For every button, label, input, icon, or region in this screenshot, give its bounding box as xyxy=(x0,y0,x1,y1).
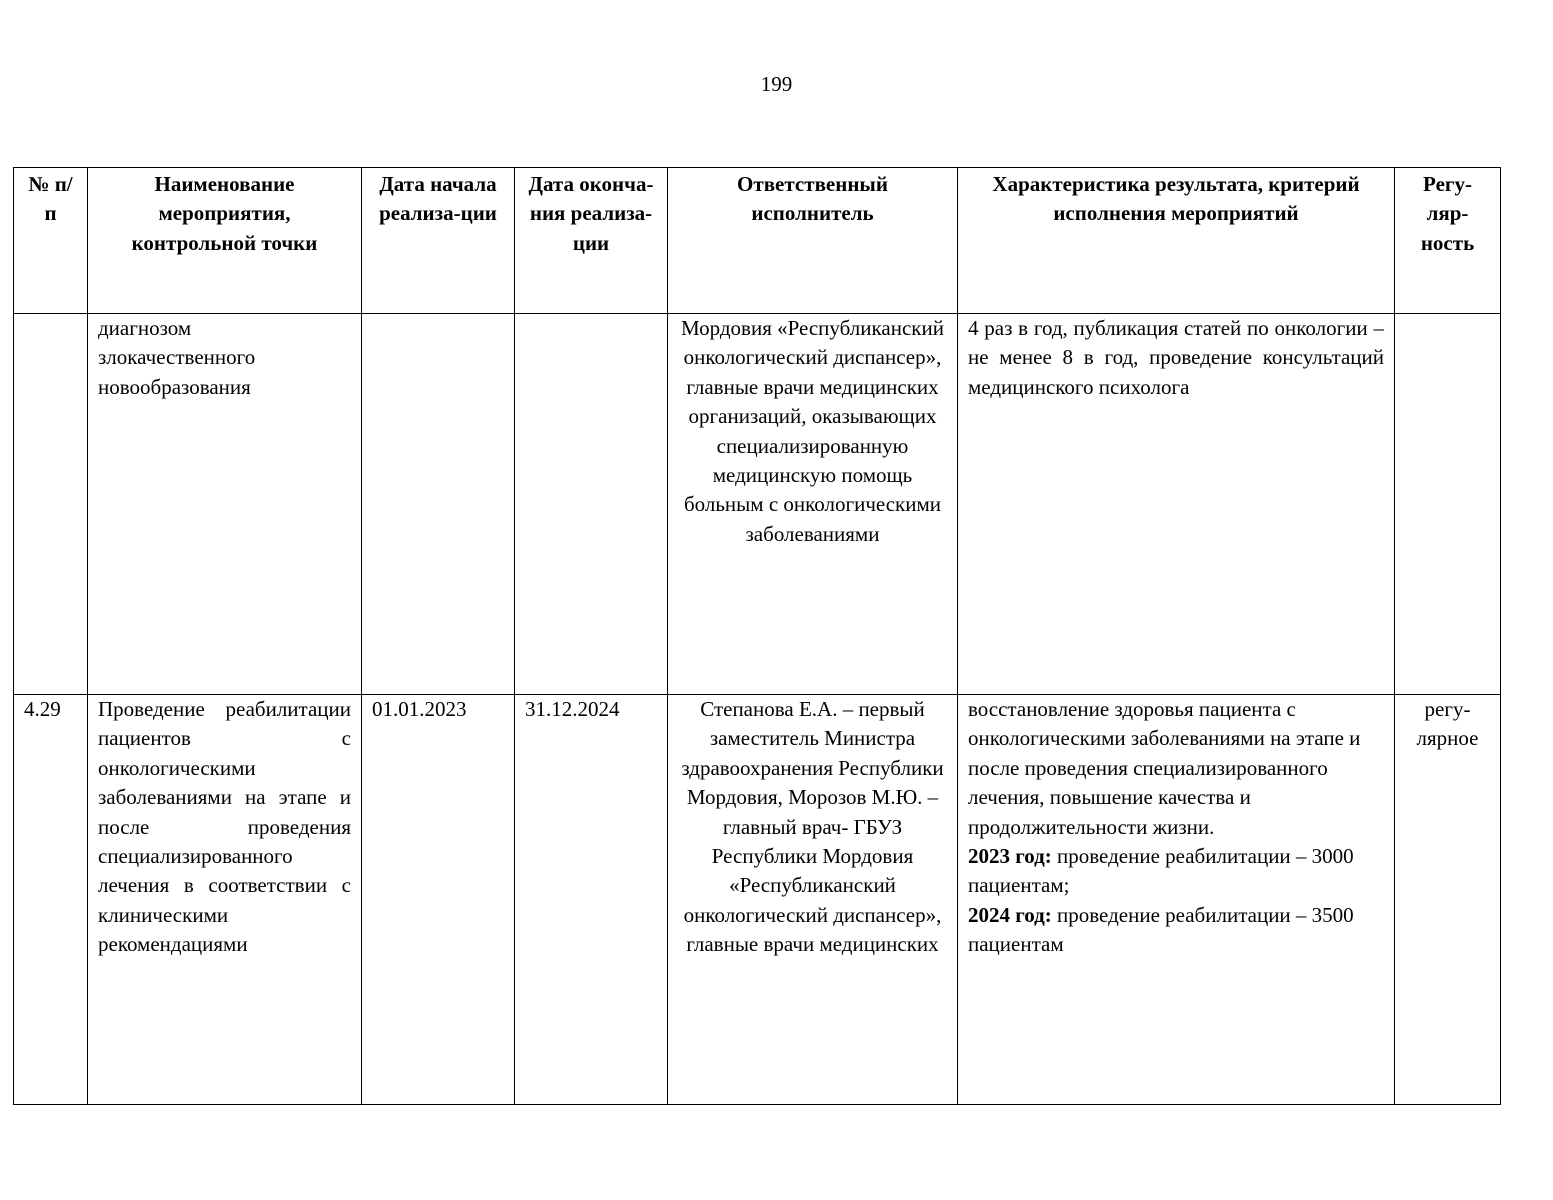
table-row xyxy=(14,695,1501,1105)
table-row xyxy=(14,314,1501,695)
result-2024-label: 2024 год: xyxy=(968,902,1052,927)
row-result: 4 раз в год, публикация статей по онкологии – не менее 8 в год, проведение консультаций медицинского психолога xyxy=(958,314,1395,695)
row-regularity: регу-лярное xyxy=(1395,695,1501,1105)
row-responsible: Мордовия «Республиканский онкологический диспансер», главные врачи медицинских организаций, оказывающих специализированную медицинскую помощь больным с онкологическими заболеваниями xyxy=(668,314,958,695)
result-2024-text: проведение реабилитации – 3500 пациентам xyxy=(968,902,1354,957)
row-num: 4.29 xyxy=(14,695,88,1105)
page-number: 199 xyxy=(760,72,793,96)
header-name: Наименование мероприятия, контрольной точки xyxy=(88,168,362,314)
header-regularity: Регу-ляр-ность xyxy=(1395,168,1501,314)
result-2023-text: проведение реабилитации – 3000 пациентам; xyxy=(968,844,1354,898)
row-num xyxy=(14,314,88,695)
row-name: диагнозом злокачественного новообразования xyxy=(88,314,362,695)
result-2024 xyxy=(968,901,1384,960)
header-num: № п/п xyxy=(14,168,88,314)
row-end-date: 31.12.2024 xyxy=(515,695,668,1105)
header-end-date: Дата оконча-ния реализа-ции xyxy=(515,168,668,314)
header-result: Характеристика результата, критерий исполнения мероприятий xyxy=(958,168,1395,314)
row-result xyxy=(958,695,1395,1105)
header-start-date: Дата начала реализа-ции xyxy=(362,168,515,314)
row-start-date: 01.01.2023 xyxy=(362,695,515,1105)
row-start-date xyxy=(362,314,515,695)
result-2023 xyxy=(968,842,1384,901)
header-responsible: Ответственный исполнитель xyxy=(668,168,958,314)
result-2023-label: 2023 год: xyxy=(968,844,1052,869)
measures-table xyxy=(13,167,1501,1105)
table-header-row xyxy=(14,168,1501,314)
row-name: Проведение реабилитации пациентов с онкологическими заболеваниями на этапе и после проведения специализированного лечения в соответствии с клиническими рекомендациями xyxy=(88,695,362,1105)
result-intro: восстановление здоровья пациента с онкологическими заболеваниями на этапе и после проведения специализированного лечения, повышение качества и продолжительности жизни. xyxy=(968,697,1361,839)
row-regularity xyxy=(1395,314,1501,695)
row-responsible: Степанова Е.А. – первый заместитель Министра здравоохранения Республики Мордовия, Морозов М.Ю. – главный врач- ГБУЗ Республики Мордовия «Республиканский онкологический диспансер», главные врачи медицинских xyxy=(668,695,958,1105)
row-end-date xyxy=(515,314,668,695)
